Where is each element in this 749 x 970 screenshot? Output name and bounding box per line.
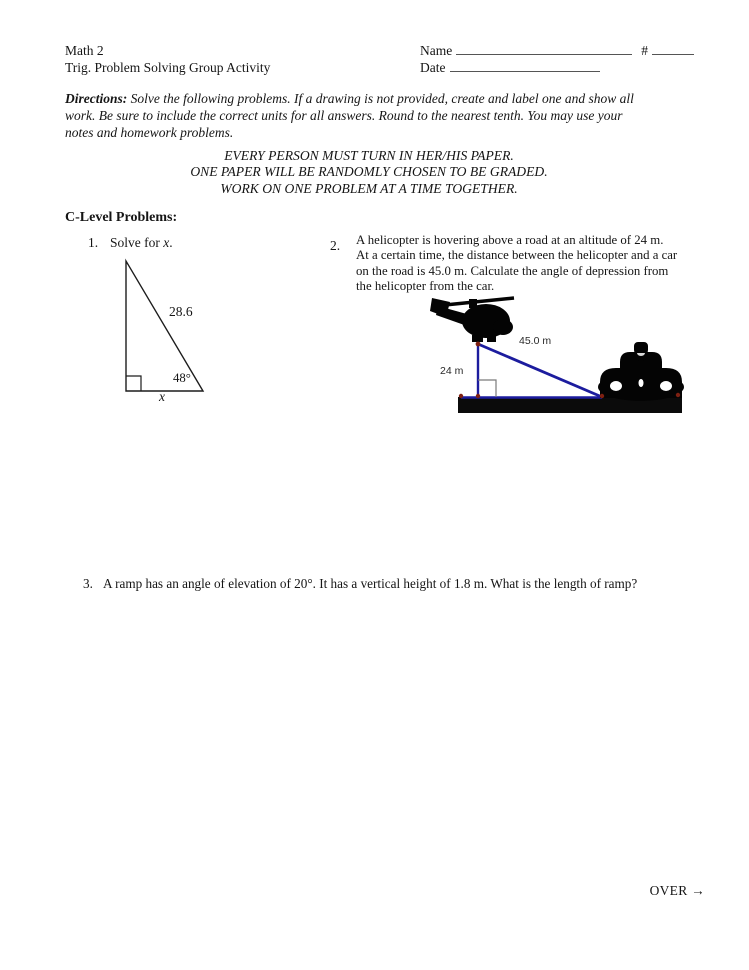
marker-dot [459, 394, 463, 398]
problem-3-text: A ramp has an angle of elevation of 20°. It has a vertical height of 1.8 m. What is the length of ramp? [103, 576, 638, 591]
problem-1-text [110, 235, 173, 250]
marker-dot [676, 393, 680, 397]
helicopter-icon [430, 298, 514, 342]
right-angle-icon [126, 376, 141, 391]
problem-2-line-1: A helicopter is hovering above a road at an altitude of 24 m. [356, 233, 664, 247]
directions-lead: Directions: [65, 91, 128, 106]
date-blank-line [450, 59, 600, 72]
triangle-base-label: x [159, 389, 165, 404]
marker-dot [476, 394, 480, 398]
headlight-left [610, 381, 622, 391]
date-line [420, 59, 694, 76]
problem-1-text-suffix: . [169, 235, 173, 250]
course-title: Math 2 [65, 43, 104, 58]
problem-2-line-4: the helicopter from the car. [356, 279, 495, 294]
directions-line-3: notes and homework problems. [65, 125, 234, 141]
problem-2-number: 2. [330, 238, 341, 253]
directions-line-1-text: Solve the following problems. If a drawing is not provided, create and label one and show all [127, 91, 634, 106]
triangle-angle-label: 48° [173, 371, 191, 385]
date-label: Date [420, 60, 446, 75]
triangle-figure [100, 250, 240, 410]
header-right [420, 42, 694, 76]
notice-block [65, 148, 673, 197]
directions-line-1 [65, 90, 634, 107]
problem-2-text [356, 233, 677, 295]
header-left [65, 42, 270, 76]
problem-3-number: 3. [83, 576, 93, 591]
marker-dot [600, 394, 604, 398]
directions-line-2: work. Be sure to include the correct units for all answers. Round to the nearest tenth. You may use your [65, 108, 623, 124]
name-blank-line [456, 42, 632, 55]
over-indicator: OVER → [649, 883, 705, 898]
triangle-outline [126, 261, 203, 391]
section-heading: C-Level Problems: [65, 210, 178, 225]
helicopter-altitude-label: 24 m [440, 365, 464, 377]
marker-dot [476, 342, 481, 347]
helicopter-distance-label: 45.0 m [519, 335, 552, 347]
directions-paragraph [65, 90, 634, 142]
notice-line-2: ONE PAPER WILL BE RANDOMLY CHOSEN TO BE GRADED. [190, 164, 548, 180]
helicopter-figure [420, 290, 700, 420]
number-label: # [641, 43, 648, 58]
notice-line-3: WORK ON ONE PROBLEM AT A TIME TOGETHER. [220, 180, 518, 196]
activity-title: Trig. Problem Solving Group Activity [65, 60, 271, 75]
problem-3-prompt [83, 576, 637, 592]
right-angle-icon [478, 380, 496, 397]
problem-2-line-2: At a certain time, the distance between the helicopter and a car [356, 248, 678, 263]
problem-1-text-prefix: Solve for [110, 235, 164, 250]
problem-2-line-3: on the road is 45.0 m. Calculate the angle of depression from [356, 263, 669, 278]
triangle-hypotenuse-label: 28.6 [169, 304, 193, 319]
problem-1-prompt [88, 235, 173, 251]
car-icon [598, 342, 684, 401]
notice-line-1: EVERY PERSON MUST TURN IN HER/HIS PAPER. [224, 148, 514, 163]
name-label: Name [420, 43, 453, 58]
hypotenuse-line [478, 344, 602, 397]
name-line [420, 42, 694, 59]
headlight-right [660, 381, 672, 391]
number-blank-line [652, 42, 694, 55]
problem-1-number: 1. [88, 235, 99, 250]
problem-1-variable: x [163, 235, 170, 250]
